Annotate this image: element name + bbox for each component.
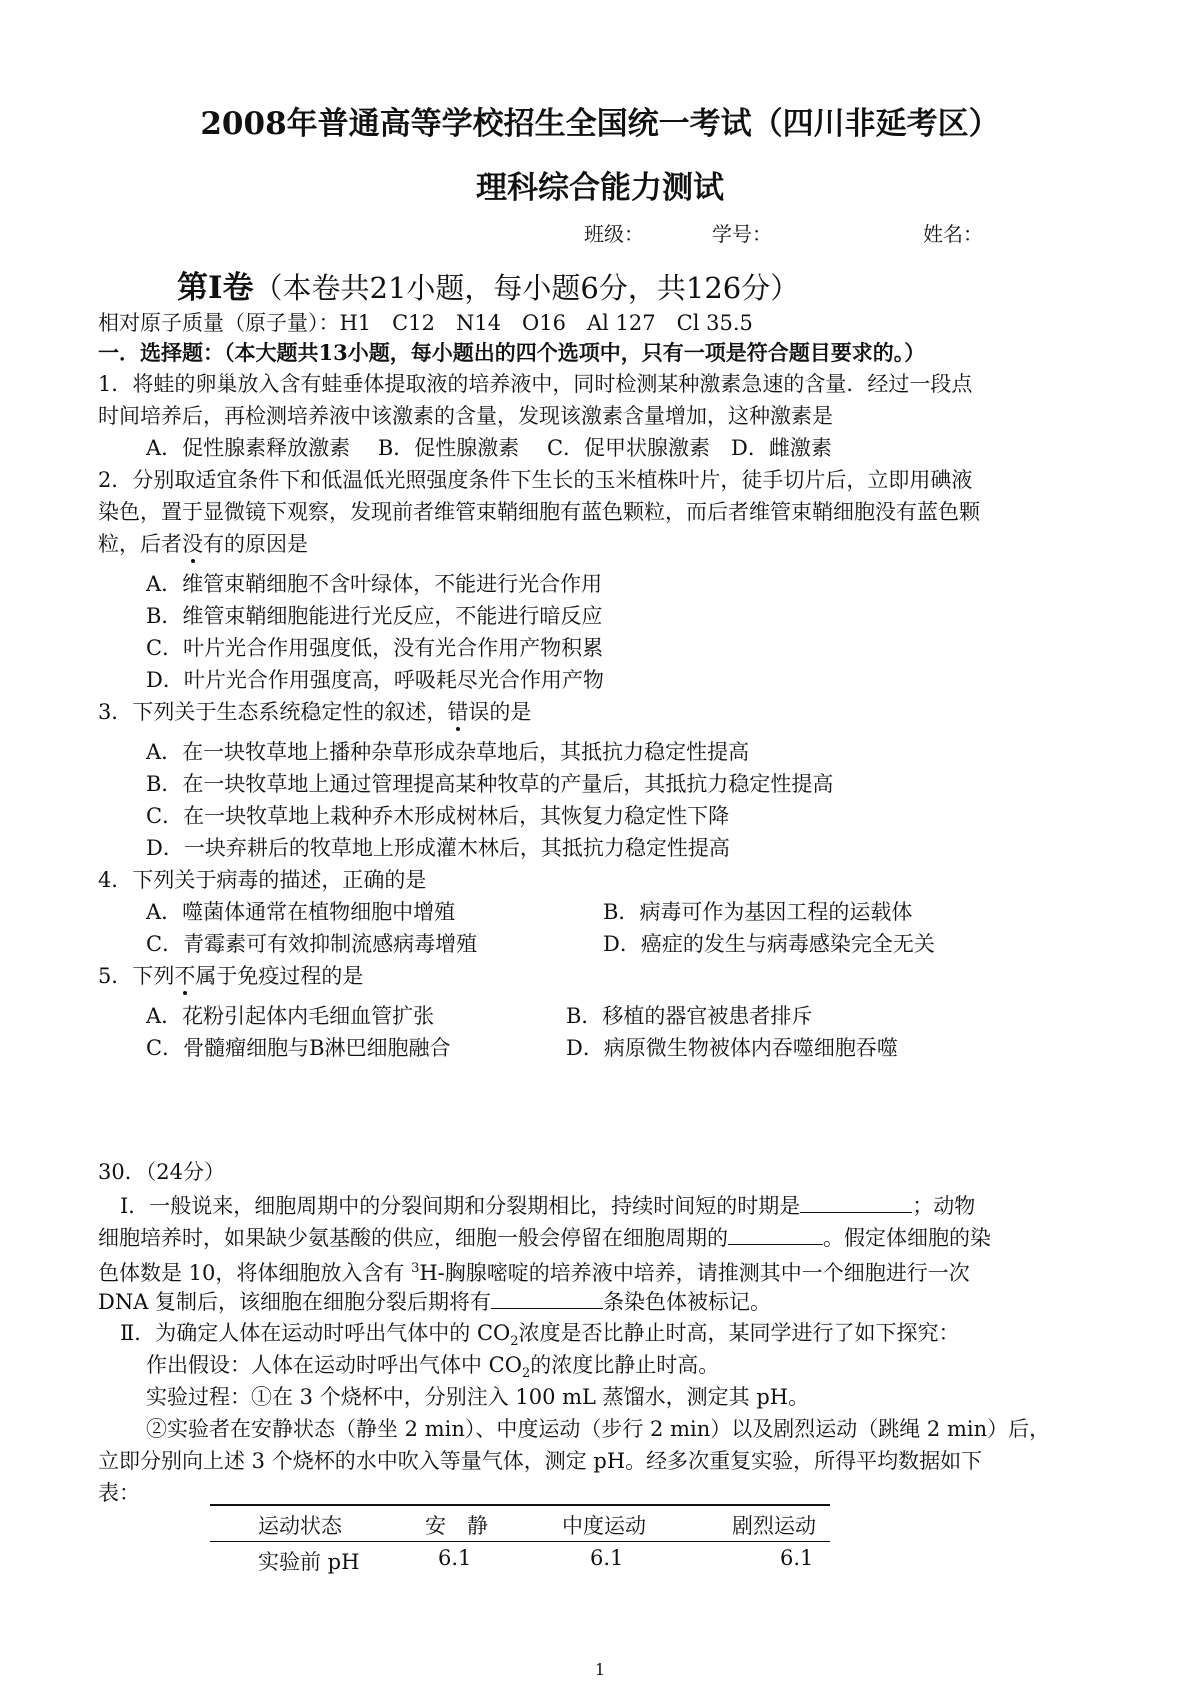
- section-heading-bold: 第Ⅰ卷: [177, 270, 254, 306]
- exam-title: 2008年普通高等学校招生全国统一考试（四川非延考区）: [200, 106, 1000, 142]
- co2-subscript: 2: [521, 1366, 531, 1382]
- q2-line1: 2．分别取适宜条件下和低温低光照强度条件下生长的玉米植株叶片，徒手切片后，立即用碘液: [98, 468, 973, 492]
- name-label: 姓名：: [923, 222, 983, 246]
- q30-part1-text-a: Ⅰ．一般说来，细胞周期中的分裂间期和分裂期相比，持续时间短的时期是: [120, 1194, 801, 1218]
- q5-stem-pre: 5．下列: [98, 964, 175, 988]
- exam-subtitle: 理科综合能力测试: [476, 170, 724, 206]
- class-label: 班级：: [584, 222, 644, 246]
- hypothesis-text-b: 的浓度比静止时高。: [530, 1353, 720, 1377]
- q5-option-a: A．花粉引起体内毛细血管扩张: [146, 1004, 435, 1028]
- table-header-moderate: 中度运动: [562, 1514, 646, 1538]
- q5-option-b: B．移植的器官被患者排斥: [566, 1004, 813, 1028]
- q2-option-c: C．叶片光合作用强度低，没有光合作用产物积累: [146, 636, 604, 660]
- procedure-step2-line3: 表：: [98, 1481, 140, 1505]
- q30-part2-text-b: 浓度是否比静止时高，某同学进行了如下探究：: [518, 1321, 960, 1345]
- q2-line3: [98, 529, 308, 559]
- q5-emphasis-char: 不: [174, 964, 196, 988]
- q30-heading: 30．（24分）: [98, 1160, 225, 1184]
- q2-option-b: B．维管束鞘细胞能进行光反应，不能进行暗反应: [146, 604, 603, 628]
- q3-option-b: B．在一块牧草地上通过管理提高某种牧草的产量后，其抵抗力稳定性提高: [146, 772, 834, 796]
- table-top-rule: [210, 1504, 830, 1506]
- q30-part1-line1: [120, 1190, 975, 1221]
- q4-stem: 4．下列关于病毒的描述，正确的是: [98, 868, 427, 892]
- q30-part1-text-b: ；动物: [912, 1194, 976, 1218]
- answer-blank-3[interactable]: [491, 1286, 603, 1309]
- q30-part1-line3-text-a: 色体数是 10，将体细胞放入含有: [98, 1261, 412, 1285]
- q2-option-a: A．维管束鞘细胞不含叶绿体，不能进行光合作用: [146, 572, 603, 596]
- section-heading: [177, 262, 799, 307]
- q2-line2: 染色，置于显微镜下观察，发现前者维管束鞘细胞有蓝色颗粒，而后者维管束鞘细胞没有蓝色颗: [98, 500, 980, 524]
- q5-stem: [98, 961, 363, 991]
- q30-part1-line3: [98, 1254, 970, 1288]
- q4-option-d: D．癌症的发生与病毒感染完全无关: [603, 932, 935, 956]
- q5-stem-post: 属于免疫过程的是: [195, 964, 364, 988]
- q3-option-a: A．在一块牧草地上播种杂草形成杂草地后，其抵抗力稳定性提高: [146, 740, 750, 764]
- q2-emphasis-char: 没: [182, 532, 203, 556]
- q2-line3-pre: 粒，后者: [98, 532, 182, 556]
- procedure-step1: 实验过程：①在 3 个烧杯中，分别注入 100 mL 蒸馏水，测定其 pH。: [146, 1385, 810, 1409]
- page-number: 1: [594, 1660, 606, 1679]
- q1-line2: 时间培养后，再检测培养液中该激素的含量，发现该激素含量增加，这种激素是: [98, 404, 833, 428]
- q3-stem-post: 误的是: [468, 700, 532, 724]
- answer-blank-2[interactable]: [728, 1222, 823, 1245]
- q2-option-d: D．叶片光合作用强度高，呼吸耗尽光合作用产物: [146, 668, 604, 692]
- q5-option-c: C．骨髓瘤细胞与B淋巴细胞融合: [146, 1036, 451, 1060]
- q30-part1-line3-text-b: H-胸腺嘧啶的培养液中培养，请推测其中一个细胞进行一次: [419, 1261, 970, 1285]
- q30-part1-line4-text-a: DNA 复制后，该细胞在细胞分裂后期将有: [98, 1290, 492, 1314]
- q3-option-c: C．在一块牧草地上栽种乔木形成树林后，其恢复力稳定性下降: [146, 804, 730, 828]
- q30-part1-line4-text-b: 条染色体被标记。: [603, 1290, 772, 1314]
- q30-part2-text-a: Ⅱ．为确定人体在运动时呼出气体中的 CO: [120, 1321, 511, 1345]
- q3-stem-pre: 3．下列关于生态系统稳定性的叙述，: [98, 700, 448, 724]
- table-header-rule: [210, 1541, 830, 1542]
- q30-part1-line2-text-b: 。假定体细胞的染: [823, 1226, 991, 1250]
- table-row-label: 实验前 pH: [258, 1550, 360, 1574]
- procedure-step2-line2: 立即分别向上述 3 个烧杯的水中吹入等量气体，测定 pH。经多次重复实验，所得平均数据如下: [98, 1449, 983, 1473]
- part-title: 一．选择题：（本大题共13小题，每小题出的四个选项中，只有一项是符合题目要求的。）: [98, 340, 926, 365]
- tritium-superscript: 3: [411, 1261, 420, 1276]
- q30-part1-line2-text-a: 细胞培养时，如果缺少氨基酸的供应，细胞一般会停留在细胞周期的: [98, 1226, 728, 1250]
- q1-line1: 1．将蛙的卵巢放入含有蛙垂体提取液的培养液中，同时检测某种激素急速的含量．经过一段点: [98, 372, 973, 396]
- section-heading-note: （本卷共21小题，每小题6分，共126分）: [253, 271, 800, 305]
- co2-subscript: 2: [510, 1334, 519, 1350]
- q4-option-b: B．病毒可作为基因工程的运载体: [603, 900, 913, 924]
- table-cell-rest-ph: 6.1: [438, 1546, 472, 1570]
- table-header-rest: 安 静: [425, 1514, 488, 1538]
- q30-part1-line2: [98, 1222, 991, 1253]
- q30-part1-line4: [98, 1286, 771, 1317]
- atomic-mass-line: 相对原子质量（原子量）：H1 C12 N14 O16 Al 127 Cl 35.5: [98, 311, 753, 335]
- procedure-step2-line1: ②实验者在安静状态（静坐 2 min）、中度运动（步行 2 min）以及剧烈运动（跳绳 2 min）后，: [146, 1417, 1051, 1441]
- q4-option-c: C．青霉素可有效抑制流感病毒增殖: [146, 932, 478, 956]
- q3-stem: [98, 697, 531, 727]
- table-header-state: 运动状态: [258, 1514, 342, 1538]
- q4-option-a: A．噬菌体通常在植物细胞中增殖: [146, 900, 456, 924]
- q3-emphasis-char: 错: [447, 700, 469, 724]
- q1-options: A．促性腺素释放激素 B．促性腺激素 C．促甲状腺激素 D．雌激素: [146, 436, 832, 460]
- table-cell-vigorous-ph: 6.1: [780, 1546, 814, 1570]
- hypothesis-text-a: 作出假设：人体在运动时呼出气体中 CO: [146, 1353, 522, 1377]
- table-cell-moderate-ph: 6.1: [590, 1546, 624, 1570]
- q2-line3-post: 有的原因是: [203, 532, 308, 556]
- q3-option-d: D．一块弃耕后的牧草地上形成灌木林后，其抵抗力稳定性提高: [146, 836, 730, 860]
- table-header-vigorous: 剧烈运动: [732, 1514, 816, 1538]
- answer-blank-1[interactable]: [800, 1190, 912, 1213]
- q5-option-d: D．病原微生物被体内吞噬细胞吞噬: [566, 1036, 898, 1060]
- student-id-label: 学号：: [712, 222, 772, 246]
